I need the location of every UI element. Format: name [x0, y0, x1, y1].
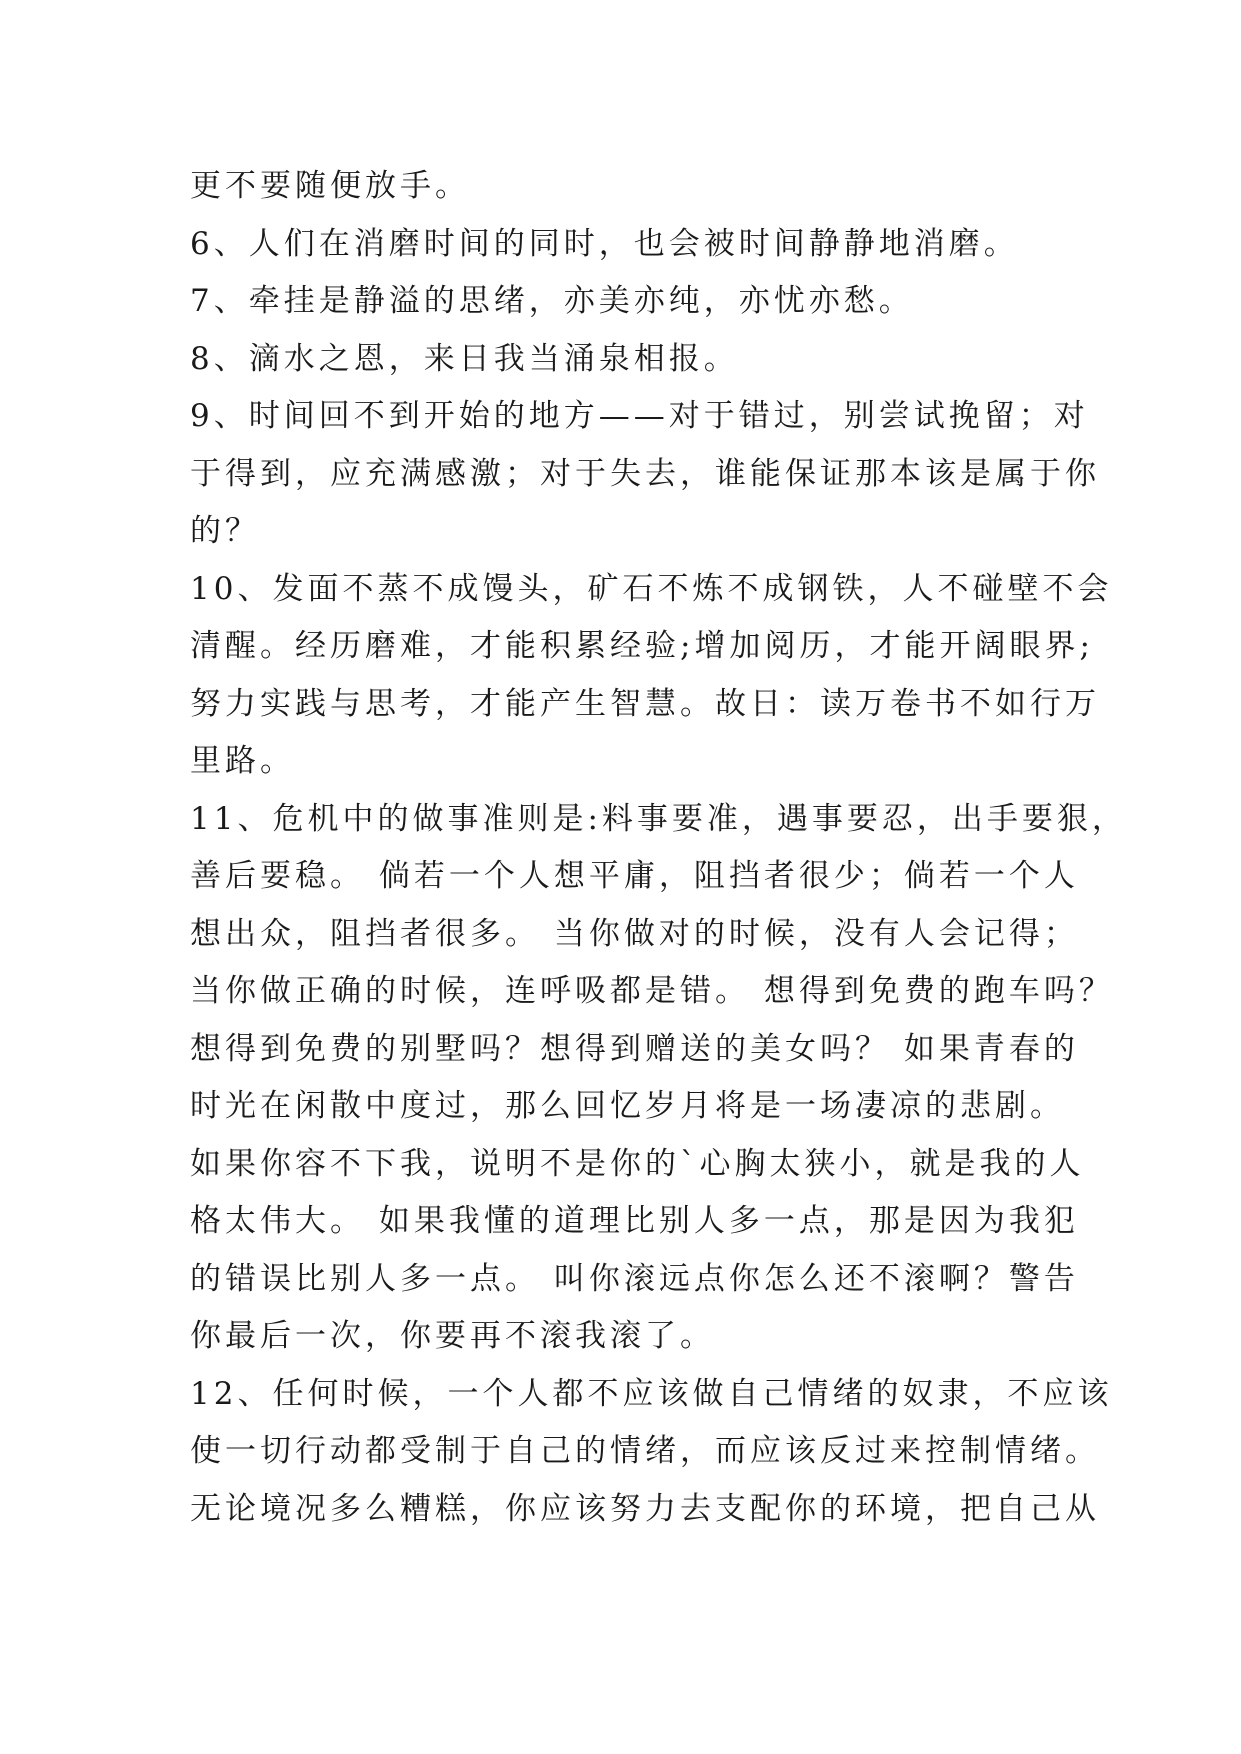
- text-line: 使一切行动都受制于自己的情绪，而应该反过来控制情绪。: [190, 1433, 1100, 1469]
- text-line: 更不要随便放手。: [190, 168, 470, 204]
- text-line: 8、滴水之恩，来日我当涌泉相报。: [190, 340, 739, 377]
- text-line: 的？: [190, 513, 260, 549]
- text-line: 11、危机中的做事准则是:料事要准，遇事要忍，出手要狠，: [190, 800, 1127, 837]
- text-line: 9、时间回不到开始的地方——对于错过，别尝试挽留；对: [190, 398, 1089, 434]
- text-line: 清醒。经历磨难，才能积累经验;增加阅历，才能开阔眼界;: [190, 628, 1094, 664]
- text-line: 想出众，阻挡者很多。 当你做对的时候，没有人会记得；: [190, 915, 1079, 952]
- text-line: 10、发面不蒸不成馒头，矿石不炼不成钢铁，人不碰壁不会: [190, 570, 1113, 607]
- text-line: 6、人们在消磨时间的同时，也会被时间静静地消磨。: [190, 225, 1019, 262]
- text-line: 当你做正确的时候，连呼吸都是错。 想得到免费的跑车吗？: [190, 973, 1114, 1009]
- text-line: 努力实践与思考，才能产生智慧。故日：读万卷书不如行万: [190, 685, 1100, 722]
- document-body: [190, 158, 1127, 1538]
- text-line: 格太伟大。 如果我懂的道理比别人多一点，那是因为我犯: [190, 1203, 1079, 1239]
- text-line: 里路。: [190, 743, 295, 779]
- text-line: 你最后一次，你要再不滚我滚了。: [190, 1318, 715, 1354]
- text-line: 想得到免费的别墅吗？想得到赠送的美女吗？ 如果青春的: [190, 1030, 1079, 1067]
- text-line: 7、牵挂是静溢的思绪，亦美亦纯，亦忧亦愁。: [190, 283, 914, 319]
- text-line: 如果你容不下我，说明不是你的`心胸太狭小，就是我的人: [190, 1145, 1085, 1182]
- text-line: 的错误比别人多一点。 叫你滚远点你怎么还不滚啊？警告: [190, 1260, 1079, 1297]
- text-line: 时光在闲散中度过，那么回忆岁月将是一场凄凉的悲剧。: [190, 1088, 1065, 1124]
- text-line: 12、任何时候，一个人都不应该做自己情绪的奴隶，不应该: [190, 1375, 1113, 1412]
- text-line: 无论境况多么糟糕，你应该努力去支配你的环境，把自己从: [190, 1490, 1100, 1527]
- text-line: 于得到，应充满感激；对于失去，谁能保证那本该是属于你: [190, 455, 1100, 492]
- text-line: 善后要稳。 倘若一个人想平庸，阻挡者很少；倘若一个人: [190, 858, 1079, 894]
